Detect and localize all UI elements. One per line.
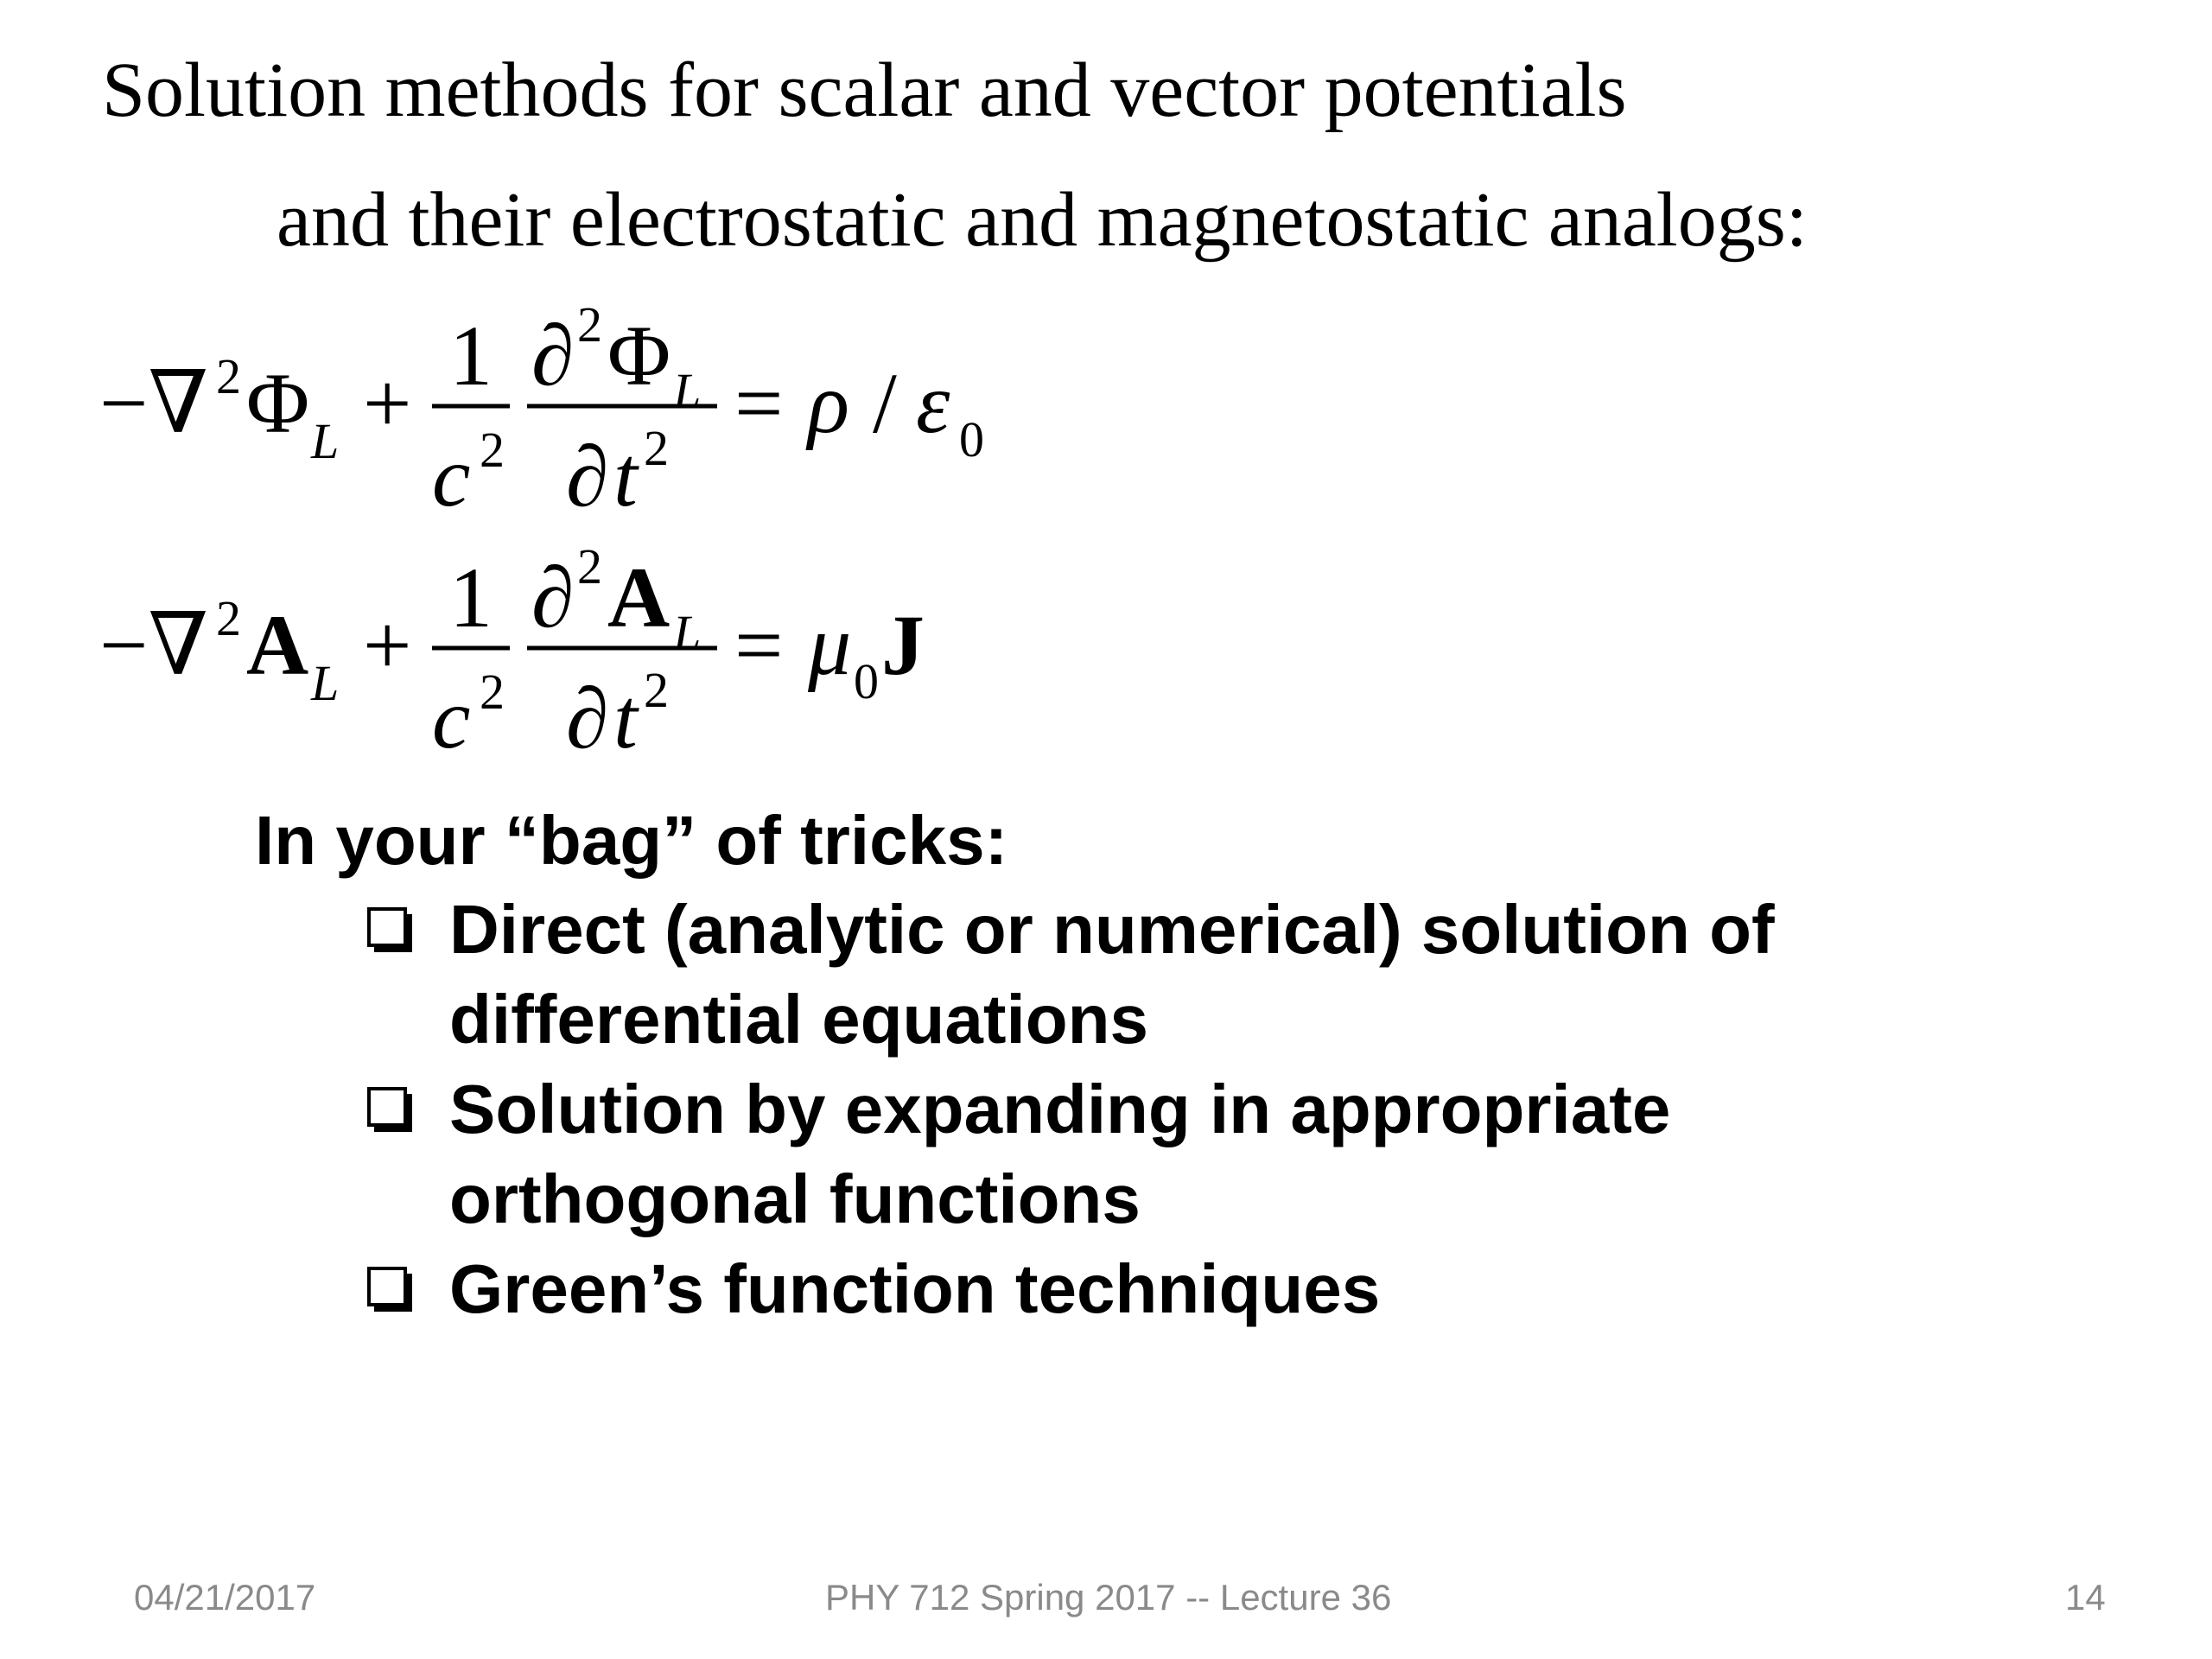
tricks-heading: In your “bag” of tricks: xyxy=(255,802,1008,879)
eq2-equals: = xyxy=(734,597,784,693)
footer-course: PHY 712 Spring 2017 -- Lecture 36 xyxy=(825,1577,1392,1618)
eq2-t: t xyxy=(613,671,638,766)
eq1-equals: = xyxy=(734,355,784,451)
eq2-one: 1 xyxy=(449,550,493,645)
trick-item-label: Direct (analytic or numerical) solution of differential equations xyxy=(449,891,1775,1058)
trick-item xyxy=(367,1244,1923,1334)
eq2-nabla-exponent: 2 xyxy=(216,590,241,646)
checkbox-bullet-icon xyxy=(367,907,412,952)
eq1-slash: / xyxy=(873,355,897,451)
scalar-potential-equation xyxy=(99,296,1050,539)
slide-title-line-2: and their electrostatic and magnetostatic analogs: xyxy=(276,177,1808,263)
vector-potential-equation xyxy=(99,538,1050,781)
eq2-mu: μ xyxy=(808,597,852,693)
eq2-field-top-subscript: L xyxy=(673,605,702,661)
checkbox-bullet-icon xyxy=(367,1087,412,1132)
eq1-t-exponent: 2 xyxy=(644,420,669,476)
eq1-epsilon-subscript: 0 xyxy=(959,411,984,467)
trick-item-label: Green’s function techniques xyxy=(449,1250,1381,1327)
eq2-field-subscript: L xyxy=(311,655,340,711)
eq2-field: A xyxy=(246,597,309,693)
checkbox-bullet-icon xyxy=(367,1267,412,1312)
eq2-mu-subscript: 0 xyxy=(854,653,879,709)
eq2-partial-top: ∂ xyxy=(531,550,575,645)
eq2-c: c xyxy=(432,671,471,766)
eq1-field: Φ xyxy=(246,355,310,451)
eq1-partial-exponent: 2 xyxy=(577,296,602,353)
eq1-nabla-exponent: 2 xyxy=(216,348,241,404)
eq1-plus: + xyxy=(363,355,412,451)
eq2-c-exponent: 2 xyxy=(480,664,505,720)
trick-item xyxy=(367,885,1923,1065)
eq1-t: t xyxy=(613,429,638,524)
slide-title-line-1: Solution methods for scalar and vector potentials xyxy=(102,48,1627,133)
eq2-neg-nabla: −∇ xyxy=(99,597,209,693)
eq1-c-exponent: 2 xyxy=(480,422,505,478)
eq2-field-top: A xyxy=(607,550,671,645)
footer-date: 04/21/2017 xyxy=(134,1577,316,1618)
eq1-rho: ρ xyxy=(808,355,849,451)
eq1-partial-top: ∂ xyxy=(531,308,575,404)
eq1-c: c xyxy=(432,429,471,524)
eq2-plus: + xyxy=(363,597,412,693)
eq2-partial-bottom: ∂ xyxy=(566,671,609,766)
eq1-neg-nabla: −∇ xyxy=(99,355,209,451)
eq1-one: 1 xyxy=(449,308,493,404)
eq2-partial-exponent: 2 xyxy=(577,538,602,594)
eq1-field-top: Φ xyxy=(607,308,671,404)
footer-page-number: 14 xyxy=(2065,1577,2106,1618)
eq1-epsilon: ε xyxy=(916,355,950,451)
trick-item xyxy=(367,1065,1923,1244)
eq1-field-subscript: L xyxy=(311,413,340,469)
eq1-field-top-subscript: L xyxy=(673,363,702,419)
trick-item-label: Solution by expanding in appropriate orthogonal functions xyxy=(449,1071,1671,1237)
eq2-t-exponent: 2 xyxy=(644,662,669,718)
eq1-partial-bottom: ∂ xyxy=(566,429,609,524)
eq2-J: J xyxy=(881,597,925,693)
